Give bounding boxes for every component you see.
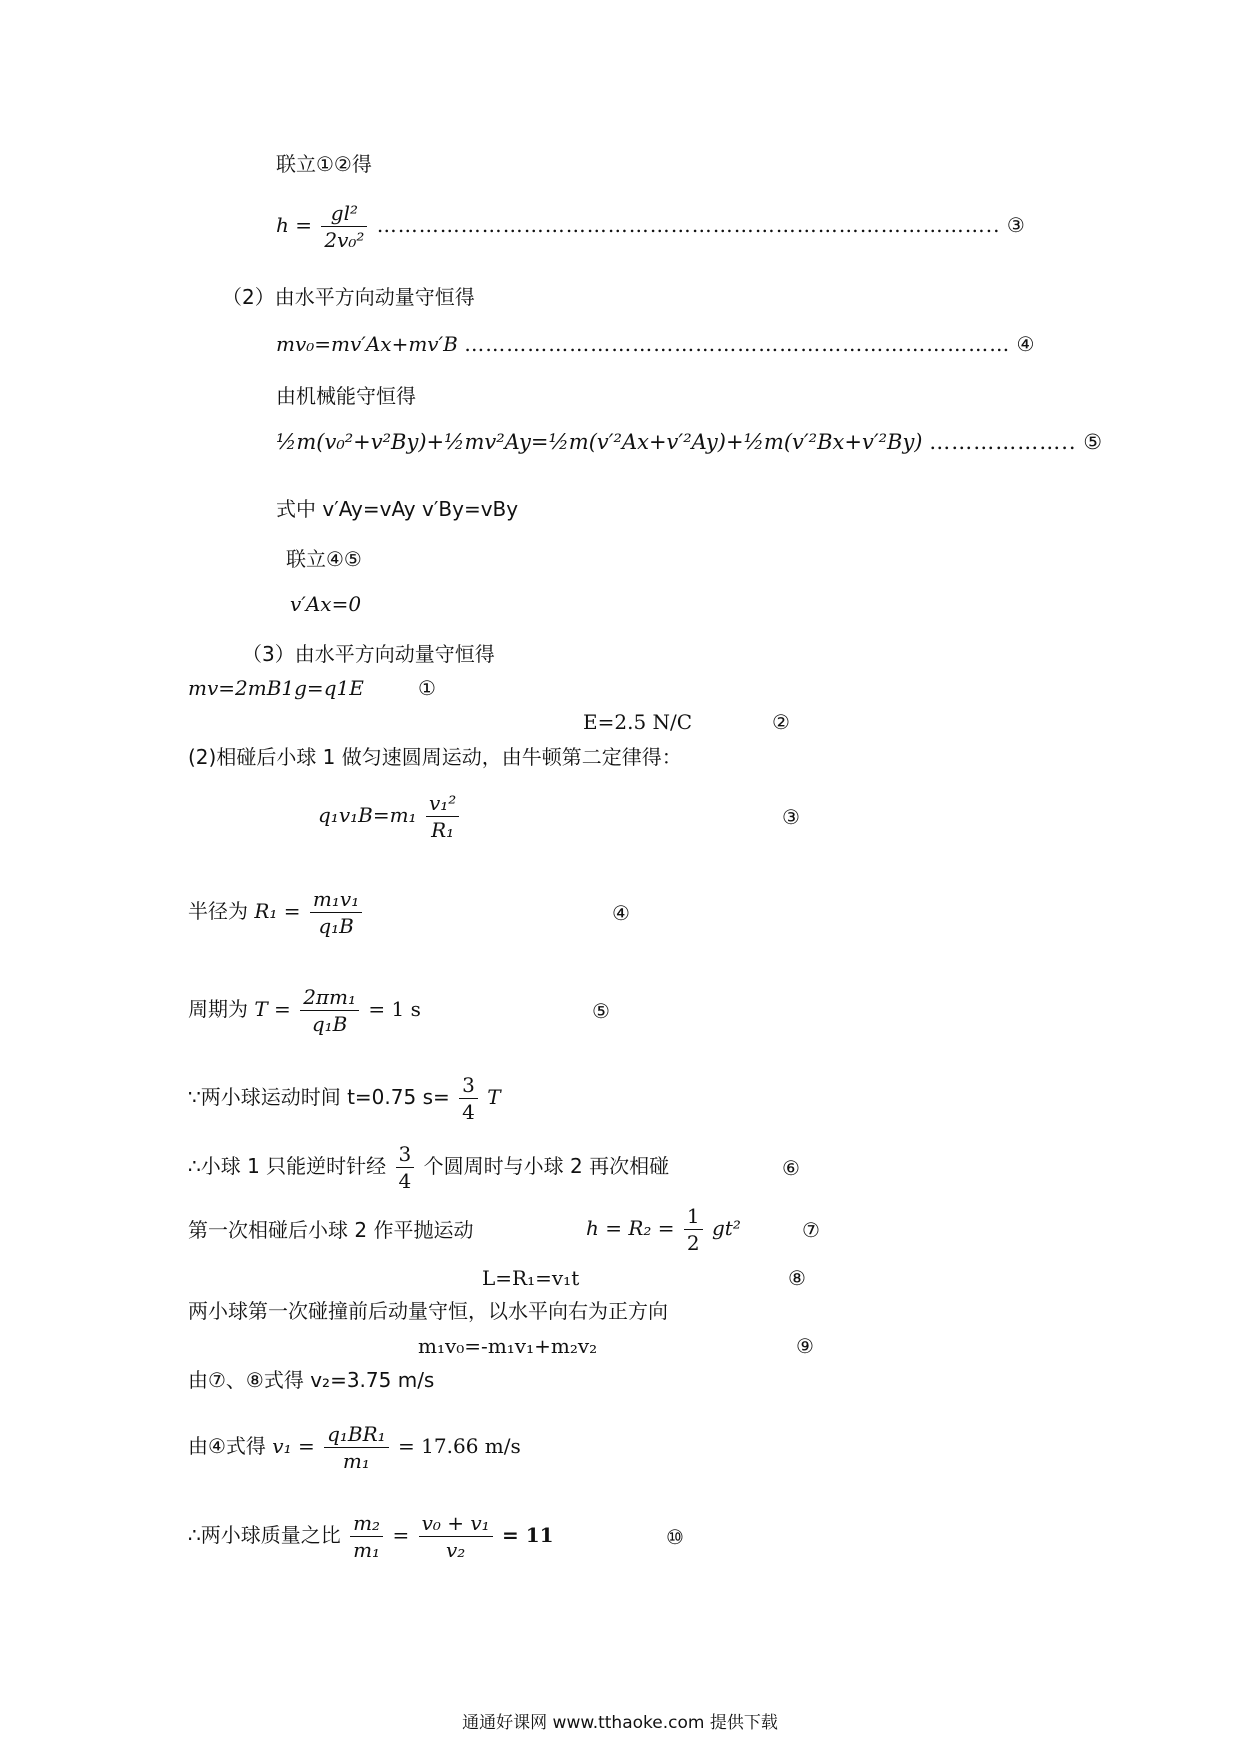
equation-number: ③ xyxy=(1006,213,1025,237)
equation-line xyxy=(188,984,421,1037)
fraction-numerator: 1 xyxy=(684,1203,703,1230)
equation-number: ⑨ xyxy=(796,1334,814,1358)
equation-line xyxy=(586,1203,741,1256)
eq-lhs: R₁ = xyxy=(254,899,301,923)
fraction-numerator: 2πm₁ xyxy=(300,984,359,1011)
fraction-numerator: q₁BR₁ xyxy=(324,1421,389,1448)
fraction xyxy=(310,886,362,939)
equation-energy xyxy=(276,428,1102,456)
text-label: 由④式得 xyxy=(188,1434,266,1458)
fraction-denominator: m₁ xyxy=(342,1449,370,1473)
eq-rhs: = 1 s xyxy=(368,997,421,1021)
equation-number: ① xyxy=(418,676,436,700)
equation-text: mv=2mB1g=q1E xyxy=(188,676,364,700)
fraction xyxy=(324,1421,389,1474)
equation-line xyxy=(188,886,365,939)
fraction xyxy=(300,984,359,1037)
fraction xyxy=(321,200,367,253)
equation-number: ② xyxy=(772,710,790,734)
text-label: 个圆周时与小球 2 再次相碰 xyxy=(423,1154,670,1178)
text-label: 半径为 xyxy=(188,899,248,923)
fraction-denominator: 2 xyxy=(686,1231,700,1255)
section-heading: （2）由水平方向动量守恒得 xyxy=(222,285,475,309)
leader-dots: …………………………………………………………………………….. xyxy=(376,213,1001,237)
eq-lhs: T = xyxy=(254,997,291,1021)
fraction xyxy=(396,1141,415,1194)
equation-number: ⑤ xyxy=(1083,430,1103,454)
fraction xyxy=(459,1072,478,1125)
fraction-denominator: q₁B xyxy=(318,914,354,938)
equation-line: E=2.5 N/C xyxy=(583,710,693,734)
fraction xyxy=(350,1510,383,1563)
text-line: 由机械能守恒得 xyxy=(276,384,416,408)
fraction xyxy=(426,790,459,843)
text-line: 由⑦、⑧式得 v₂=3.75 m/s xyxy=(188,1368,435,1392)
eq-rhs: T xyxy=(487,1085,501,1109)
fraction-numerator: 3 xyxy=(396,1141,415,1168)
page-footer: 通通好课网 www.tthaoke.com 提供下载 xyxy=(462,1713,778,1733)
eq-lhs: v₁ = xyxy=(272,1434,315,1458)
eq-sign: = xyxy=(295,213,313,237)
equation-h xyxy=(276,200,1025,253)
text-label: ∵两小球运动时间 t=0.75 s= xyxy=(188,1085,450,1109)
fraction-denominator: m₁ xyxy=(353,1538,381,1562)
equation-text: ½m(v₀²+v²By)+½mv²Ay=½m(v′²Ax+v′²Ay)+½m(v′²Bx+v′²By) xyxy=(276,430,923,454)
equation-momentum xyxy=(276,330,1034,358)
text-label: ∴小球 1 只能逆时针经 xyxy=(188,1154,387,1178)
fraction-denominator: v₂ xyxy=(445,1538,466,1562)
equation-line xyxy=(188,1510,554,1563)
equation-number: ⑧ xyxy=(788,1266,806,1290)
equation-line xyxy=(318,790,462,843)
equation-text: mv₀=mv′Ax+mv′B xyxy=(276,332,458,356)
fraction-denominator: R₁ xyxy=(431,818,455,842)
text-line: 式中 v′Ay=vAy v′By=vBy xyxy=(276,497,519,521)
fraction-denominator: 4 xyxy=(462,1100,475,1124)
text-line: 联立④⑤ xyxy=(286,547,362,571)
fraction xyxy=(684,1203,703,1256)
fraction-denominator: 4 xyxy=(398,1169,412,1193)
fraction xyxy=(419,1510,493,1563)
eq-lhs: q₁v₁B=m₁ xyxy=(318,803,417,827)
equation-line: L=R₁=v₁t xyxy=(482,1266,580,1290)
fraction-numerator: m₂ xyxy=(350,1510,383,1537)
equation-number: ⑥ xyxy=(782,1156,800,1180)
fraction-numerator: v₁² xyxy=(426,790,459,817)
eq-rhs: = 11 xyxy=(502,1523,554,1547)
equation-line xyxy=(188,1072,501,1125)
text-label: ∴两小球质量之比 xyxy=(188,1523,341,1547)
fraction-numerator: v₀ + v₁ xyxy=(419,1510,493,1537)
equation-number: ④ xyxy=(612,901,630,925)
equation-result: v′Ax=0 xyxy=(290,592,362,616)
text-label: 周期为 xyxy=(188,997,248,1021)
text-line: 两小球第一次碰撞前后动量守恒，以水平向右为正方向 xyxy=(188,1299,668,1323)
eq-sign: = xyxy=(392,1523,410,1547)
fraction-denominator: q₁B xyxy=(311,1012,348,1036)
equation-line: m₁v₀=-m₁v₁+m₂v₂ xyxy=(418,1334,598,1358)
eq-lhs: h xyxy=(276,213,289,237)
text-line: 联立①②得 xyxy=(276,152,372,176)
fraction-numerator: 3 xyxy=(459,1072,478,1099)
text-line: (2)相碰后小球 1 做匀速圆周运动，由牛顿第二定律得： xyxy=(188,745,682,769)
section-heading: （3）由水平方向动量守恒得 xyxy=(242,642,495,666)
equation-number: ⑩ xyxy=(666,1525,684,1549)
fraction-numerator: gl² xyxy=(321,200,367,227)
equation-line xyxy=(188,674,364,702)
eq-lhs: h = R₂ = xyxy=(586,1216,675,1240)
fraction-denominator: 2v₀² xyxy=(324,228,365,252)
equation-number: ④ xyxy=(1016,332,1035,356)
eq-rhs: = 17.66 m/s xyxy=(398,1434,521,1458)
leader-dots: ……………….. xyxy=(929,430,1077,454)
equation-line xyxy=(188,1421,521,1474)
text-line: 第一次相碰后小球 2 作平抛运动 xyxy=(188,1218,474,1242)
equation-line xyxy=(188,1141,669,1194)
fraction-numerator: m₁v₁ xyxy=(310,886,362,913)
equation-number: ⑦ xyxy=(802,1218,820,1242)
leader-dots: …………………………………………………………………… xyxy=(464,332,1011,356)
equation-number: ③ xyxy=(782,805,800,829)
equation-number: ⑤ xyxy=(592,999,610,1023)
eq-rhs: gt² xyxy=(712,1216,741,1240)
